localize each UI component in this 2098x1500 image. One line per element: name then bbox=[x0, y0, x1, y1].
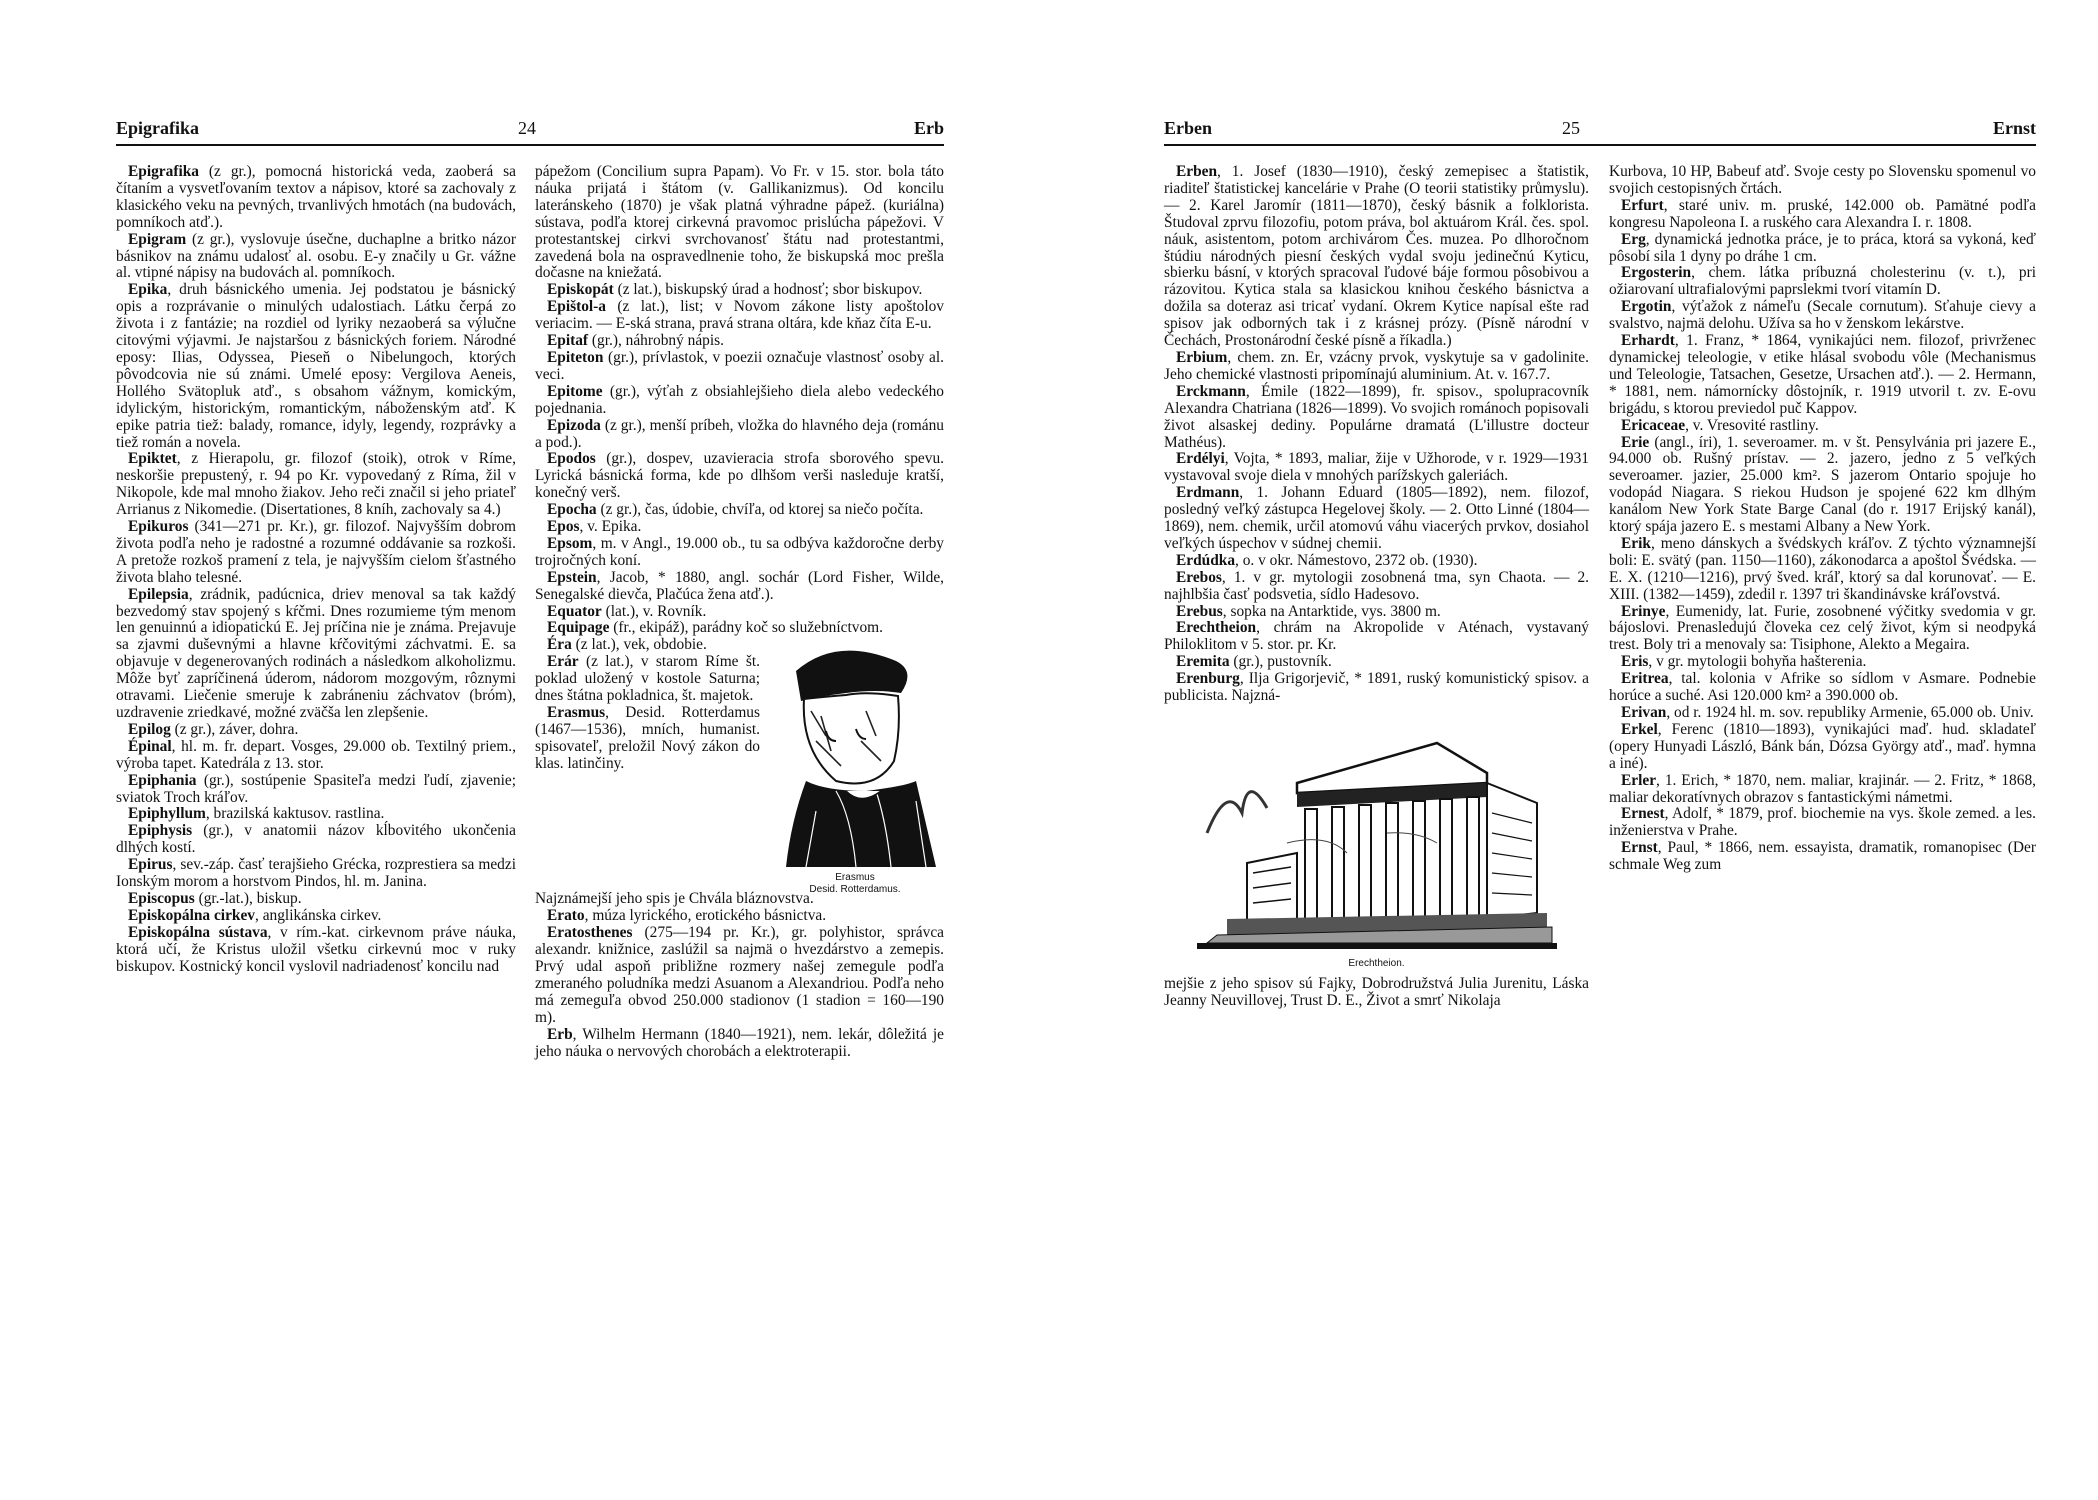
entry-text: , Ilja Grigorjevič, * 1891, ruský komunistický spisov. a publicista. Najzná- bbox=[1164, 670, 1589, 705]
entry-term: Epiktet bbox=[128, 450, 177, 468]
entry-text: , Paul, * 1866, nem. essayista, dramatik, romanopisec (Der schmale Weg zum bbox=[1609, 839, 2036, 874]
entry-text: , chem. látka príbuzná cholesterinu (v. t.), pri ožiarovaní ultrafialovými paprslekmi tvorí vitamín D. bbox=[1609, 264, 2036, 299]
entry-term: Epikuros bbox=[128, 518, 189, 536]
dictionary-entry bbox=[1609, 198, 2036, 232]
dictionary-entry bbox=[116, 773, 516, 807]
entry-text: , z Hierapolu, gr. filozof (stoik), otrok v Ríme, neskoršie prepustený, r. 94 po Kr. vypovedaný z Ríma, žil v Nikopole, kde mal mnoho žiakov. Jeho reči značil si jeho priateľ Arrianus z Nikomedie. (Disertationes, 8 kníh, zachovaly sa 4.) bbox=[116, 450, 516, 519]
entry-text: (gr.), sostúpenie Spasiteľa medzi ľudí, zjavenie; sviatok Troch kráľov. bbox=[116, 771, 516, 806]
entry-text: , chem. zn. Er, vzácny prvok, vyskytuje sa v gadolinite. Jeho chemické vlastnosti pripomínajú aluminium. At. v. 167.7. bbox=[1164, 348, 1589, 383]
entry-text: (z gr.), pomocná historická veda, zaoberá sa čítaním a vysvetľovaním textov a nápisov, ktoré sa zachovaly z klasického veku na pevných, trvanlivých hmotách (na budovách, pomníkoch atď.). bbox=[116, 163, 516, 231]
entry-text: (gr.-lat.), biskup. bbox=[194, 889, 302, 907]
dictionary-entry bbox=[535, 620, 944, 637]
entry-term: Erkel bbox=[1621, 720, 1658, 738]
entry-term: Episkopálna sústava bbox=[128, 923, 268, 941]
entry-text: (z lat.), biskupský úrad a hodnosť; sbor biskupov. bbox=[613, 281, 923, 299]
entry-text: , tal. kolonia v Afrike so sídlom v Asmare. Podnebie horúce a suché. Asi 120.000 km² a 390.000 ob. bbox=[1609, 670, 2036, 705]
entry-term: Ericaceae bbox=[1621, 416, 1686, 434]
entry-term: Epiteton bbox=[547, 348, 604, 366]
entry-text: , Ferenc (1810—1893), vynikajúci maď. hud. skladateľ (opery Hunyadi László, Bánk bán, Dózsa György atď., maď. hymna a iné). bbox=[1609, 720, 2036, 772]
erasmus-caption: Erasmus Desid. Rotterdamus. bbox=[809, 872, 901, 896]
entry-text: , múza lyrického, erotického básnictva. bbox=[584, 907, 827, 925]
dictionary-entry bbox=[116, 519, 516, 587]
dictionary-entry bbox=[1164, 620, 1589, 654]
right-page-column-1 bbox=[1164, 164, 1589, 1010]
dictionary-entry bbox=[116, 857, 516, 891]
entry-term: Epigrafika bbox=[128, 163, 199, 180]
entry-term: Epsom bbox=[547, 534, 593, 552]
entry-term: Erfurt bbox=[1621, 196, 1664, 214]
entry-term: Erler bbox=[1621, 771, 1657, 789]
entry-term: Epizoda bbox=[547, 416, 601, 434]
page-number: 25 bbox=[1562, 118, 1580, 138]
entry-term: Erivan bbox=[1621, 704, 1667, 721]
dictionary-entry bbox=[535, 333, 944, 350]
entry-term: Erinye bbox=[1621, 602, 1666, 620]
entry-term: Episkopát bbox=[547, 281, 614, 299]
dictionary-entry bbox=[116, 722, 516, 739]
header-right-word: Ernst bbox=[1992, 118, 2036, 138]
entry-text: , Eumenidy, lat. Furie, zosobnené výčitky svedomia v gr. bájoslovi. Prenasledujú človeka cez celý život, kým si neodpyká trest. Boly tri a menovaly sa: Tisiphone, Alekto a Megaira. bbox=[1609, 602, 2036, 654]
entry-term: Epitome bbox=[547, 382, 603, 400]
dictionary-entry bbox=[535, 451, 944, 502]
dictionary-entry bbox=[116, 451, 516, 519]
entry-text: , Desid. Rotterdamus (1467—1536), mních, humanist. spisovateľ, preložil Nový zákon do klas. latinčiny. bbox=[535, 704, 760, 772]
erechtheion-figure bbox=[1164, 713, 1589, 970]
entry-term: Erechtheion bbox=[1176, 619, 1257, 637]
entry-text: , v. Vresovité rastliny. bbox=[1685, 416, 1819, 434]
entry-text: , Jacob, * 1880, angl. sochár (Lord Fisher, Wilde, Senegalské dievča, Plačúca žena atď.). bbox=[535, 568, 944, 603]
right-page bbox=[1049, 0, 2098, 1500]
entry-text: , zrádnik, padúcnica, driev menoval sa tak každý bezvedomý stav spojený s kŕčmi. Dnes rozumieme tým menom len genuinnú a idiopatickú E. Jej príčina nie je známa. Prejavuje sa zjavmi duševnými a hlavne kŕčovitými záchvatmi. E. sa objavuje v degenerovaných rodinách a následkom alkoholizmu. Môže byť zapríčinená úderom, nádorom mozgovým, rôznymi otravami. Liečenie smeruje k zabráneniu záchvatov (bróm), uzdravenie zriedkavé, možné zväčša len zlepšenie. bbox=[116, 585, 516, 721]
entry-text: , druh básnického umenia. Jej podstatou je básnický opis a rozprávanie o minulých udalostiach. Látku čerpá zo života i z fantázie; na rozdiel od lyriky nezaoberá sa výlučne citovými výjavmi. Je najstaršou z básnických foriem. Národné eposy: Ilias, Odyssea, Pieseň o Nibelungoch, ktorých pôvodcovia nie sú známi. Umelé eposy: Vergilova Aeneis, Hollého Svätopluk atď., s obsahom vážnym, komickým, idylickým, historickým, romantickým, náboženským atď. K epike patria tiež: balady, romance, idyly, legendy, rozprávky a tiež román a novela. bbox=[116, 281, 516, 451]
dictionary-entry bbox=[1164, 553, 1589, 570]
entry-text: (z lat.), vek, obdobie. bbox=[571, 636, 707, 654]
dictionary-entry bbox=[1609, 299, 2036, 333]
entry-term: Epodos bbox=[547, 450, 596, 468]
entry-text: , výťažok z námeľu (Secale cornutum). Sťahuje cievy a svalstvo, najmä delohu. Užíva sa ho v ženskom lekárstve. bbox=[1609, 298, 2036, 333]
dictionary-entry bbox=[1164, 604, 1589, 621]
dictionary-entry bbox=[1164, 350, 1589, 384]
dictionary-entry bbox=[116, 806, 516, 823]
dictionary-entry bbox=[1609, 265, 2036, 299]
entry-text: Najznámejší jeho spis je Chvála bláznovstva. bbox=[535, 890, 814, 908]
dictionary-entry bbox=[1164, 164, 1589, 350]
entry-term: Erár bbox=[547, 653, 579, 671]
entry-term: Equator bbox=[547, 602, 602, 620]
dictionary-entry bbox=[535, 418, 944, 452]
entry-text: (gr.), náhrobný nápis. bbox=[588, 332, 724, 350]
dictionary-entry bbox=[116, 891, 516, 908]
dictionary-entry bbox=[116, 164, 516, 232]
entry-text: , 1. Johann Eduard (1805—1892), nem. filozof, posledný veľký zástupca Hegelovej školy. — 2. Otto Linné (1804—1869), nem. chemik, určil atomovú váhu viacerých prvkov, dosiahol veľkých úspechov v súdnej chemii. bbox=[1164, 484, 1589, 552]
entry-text: , Adolf, * 1879, prof. biochemie na vys. škole zemed. a les. inženierstva v Prahe. bbox=[1609, 805, 2036, 840]
entry-term: Erebos bbox=[1176, 568, 1222, 586]
entry-text: Kurbova, 10 HP, Babeuf atď. Svoje cesty po Slovensku spomenul vo svojich cestopisných črtách. bbox=[1609, 163, 2036, 197]
entry-term: Eremita bbox=[1176, 653, 1230, 671]
entry-term: Epstein bbox=[547, 568, 597, 586]
entry-text: , 1. Josef (1830—1910), český zemepisec a štatistik, riaditeľ štatistickej kancelárie v Prahe (O teorii statistiky průmyslu). — 2. Karel Jaromír (1811—1870), český básnik a folklorista. Študoval zprvu filozofiu, potom práva, bol aktuárom Král. čes. spol. náuk, asistentom, potom archivárom Čes. muzea. Po dlhoročnom štúdiu národných piesní českých vydal svoju jedinečnú Kyticu, sbierku básní, v ktorých spracoval ľudové báje formou pôsobivou a rázovitou. Kytica stala sa klasickou knihou českého básnictva a dožila sa doteraz asi tricať vydaní. Okrem Kytice napísal ešte rad spisov jak odborných tak i z krásnej prózy. (Písně národní v Čechách, Prostonárodní české písně a říkadla.) bbox=[1164, 163, 1589, 350]
entry-text: (z gr.), vyslovuje úsečne, duchaplne a britko názor básnikov na známu udalosť al. osobu. E-y značily u Gr. vážne al. vtipné nápisy na budovách al. pomníkoch. bbox=[116, 230, 516, 282]
left-page-column-1 bbox=[116, 164, 516, 976]
dictionary-entry bbox=[1609, 164, 2036, 198]
erasmus-portrait-figure bbox=[766, 641, 944, 896]
entry-term: Erbium bbox=[1176, 348, 1228, 366]
entry-term: Episcopus bbox=[128, 889, 195, 907]
dictionary-entry bbox=[1609, 604, 2036, 655]
dictionary-entry bbox=[1609, 705, 2036, 722]
dictionary-entry bbox=[1609, 806, 2036, 840]
entry-text: , od r. 1924 hl. m. sov. republiky Armenie, 65.000 ob. Univ. bbox=[1666, 704, 2034, 721]
entry-text: , 1. Erich, * 1870, nem. maliar, krajinár. — 2. Fritz, * 1868, maliar dekoratívnych obrazov s fantastickými námetmi. bbox=[1609, 771, 2036, 806]
entry-term: Erdélyi bbox=[1176, 450, 1225, 468]
entry-term: Epigram bbox=[128, 230, 187, 248]
entry-text: (275—194 pr. Kr.), gr. polyhistor, správca alexandr. knižnice, zaslúžil sa najmä o hvezdárstvo a zemepis. Prvý udal aspoň približne rozmery našej zemegule podľa zmeraného poludníka medzi Asuanom a Alexandriou. Podľa neho má zemeguľa obvod 250.000 stadionov (1 stadion = 160—190 m). bbox=[535, 924, 944, 1026]
dictionary-entry bbox=[1609, 671, 2036, 705]
entry-text: , 1. Franz, * 1864, vynikajúci nem. filozof, privrženec dynamickej teleologie, v etike hlásal svobodu vôle (Mechanismus und Teleologie, Tatsachen, Gesetze, Ursachen atď.). — 2. Hermann, * 1881, nem. námornícky dôstojník, r. 1919 utvoril t. zv. E-ovu brigádu, s ktorou previedol puč Kappov. bbox=[1609, 332, 2036, 417]
entry-term: Epiphysis bbox=[128, 822, 193, 840]
dictionary-entry bbox=[535, 570, 944, 604]
dictionary-entry bbox=[116, 282, 516, 451]
entry-continuation: mejšie z jeho spisov sú Fajky, Dobrodružstvá Julia Jurenitu, Láska Jeanny Neuvillovej, Trust D. E., Život a smrť Nikolaja bbox=[1164, 974, 1589, 1009]
entry-text: (gr.), pustovník. bbox=[1229, 653, 1332, 671]
entry-term: Erdmann bbox=[1176, 484, 1240, 502]
entry-term: Epiphyllum bbox=[128, 805, 206, 823]
dictionary-entry bbox=[1164, 485, 1589, 553]
entry-term: Epiphania bbox=[128, 771, 197, 789]
dictionary-entry bbox=[1609, 722, 2036, 773]
dictionary-entry bbox=[116, 823, 516, 857]
dictionary-entry bbox=[535, 164, 944, 282]
dictionary-entry bbox=[1164, 654, 1589, 671]
dictionary-entry bbox=[1609, 232, 2036, 266]
dictionary-entry bbox=[535, 384, 944, 418]
header-left-word: Erben bbox=[1164, 118, 1213, 138]
entry-term: Erckmann bbox=[1176, 382, 1246, 400]
entry-text: pápežom (Concilium supra Papam). Vo Fr. v 15. stor. bola táto náuka prijatá i štátom (v. Gallikanizmus). Od koncilu lateránskeho (1870) je však platná výhradne pápež. (kuriálna) sústava, podľa ktorej cirkevná pravomoc prislúcha pápežovi. V protestantskej cirkvi svrchovanosť štátu nad protestantmi, zavedená bola na ospravedlnenie toho, že biskupská moc prešla dočasne na kniežatá. bbox=[535, 163, 944, 282]
entry-text: , brazilská kaktusov. rastlina. bbox=[205, 805, 385, 823]
entry-text: , sopka na Antarktide, vys. 3800 m. bbox=[1222, 602, 1441, 620]
entry-text: , v. Epika. bbox=[579, 518, 642, 536]
dictionary-entry bbox=[535, 925, 944, 1026]
entry-term: Epocha bbox=[547, 501, 597, 519]
entry-term: Episkopálna cirkev bbox=[128, 906, 256, 924]
dictionary-entry bbox=[1609, 418, 2036, 435]
entry-term: Erben bbox=[1176, 163, 1218, 180]
entry-term: Erasmus bbox=[547, 704, 606, 721]
entry-text: (z gr.), menší príbeh, vložka do hlavného deja (románu a pod.). bbox=[535, 416, 944, 451]
right-page-header bbox=[1164, 118, 2036, 146]
dictionary-entry bbox=[535, 536, 944, 570]
entry-text: (z lat.), v starom Ríme št. poklad uložený v kostole Saturna; dnes štátna pokladnica, št. majetok. bbox=[535, 653, 760, 705]
entry-term: Erie bbox=[1621, 433, 1650, 451]
entry-text: (341—271 pr. Kr.), gr. filozof. Najvyšším dobrom života podľa neho je radostné a rozumné oddávanie sa rozkoši. A pretože rozkoš pramení z tela, je najvyšším cielom šťastného života blaho telesné. bbox=[116, 518, 516, 586]
dictionary-entry bbox=[535, 604, 944, 621]
page-number: 24 bbox=[518, 118, 536, 138]
entry-term: Erebus bbox=[1176, 602, 1223, 620]
entry-text: , sev.-záp. časť terajšieho Grécka, rozprestiera sa medzi Ionským morom a horstvom Pindos, hl. m. Janina. bbox=[116, 856, 516, 891]
entry-term: Ergotin bbox=[1621, 298, 1672, 316]
entry-text: (z gr.), záver, dohra. bbox=[170, 720, 299, 738]
dictionary-entry bbox=[535, 502, 944, 519]
header-left-word: Epigrafika bbox=[116, 118, 200, 138]
entry-term: Erhardt bbox=[1621, 332, 1675, 350]
entry-term: Eris bbox=[1621, 653, 1649, 671]
erasmus-portrait-icon bbox=[766, 641, 944, 867]
dictionary-entry bbox=[1609, 333, 2036, 418]
dictionary-entry bbox=[1164, 570, 1589, 604]
entry-text: (lat.), v. Rovník. bbox=[601, 602, 707, 620]
entry-term: Epika bbox=[128, 281, 168, 299]
entry-term: Epilepsia bbox=[128, 585, 189, 603]
dictionary-entry bbox=[535, 350, 944, 384]
entry-text: , 1. v gr. mytologii zosobnená tma, syn Chaota. — 2. najhlbšia časť podsvetia, sídlo Hadesovo. bbox=[1164, 568, 1589, 603]
dictionary-entry bbox=[1164, 384, 1589, 452]
entry-text: , Wilhelm Hermann (1840—1921), nem. lekár, dôležitá je jeho náuka o nervových chorobách a elektroterapii. bbox=[535, 1025, 944, 1060]
left-page-column-2 bbox=[535, 164, 944, 1060]
entry-term: Ernst bbox=[1621, 839, 1658, 857]
entry-term: Erdúdka bbox=[1176, 551, 1236, 569]
dictionary-entry bbox=[1164, 671, 1589, 705]
dictionary-entry bbox=[1609, 435, 2036, 536]
entry-text: (gr.), v anatomii názov kĺbovitého ukončenia dlhých kostí. bbox=[116, 822, 516, 857]
erechtheion-temple-icon bbox=[1187, 713, 1567, 953]
entry-term: Erik bbox=[1621, 534, 1651, 552]
dictionary-entry bbox=[535, 299, 944, 333]
entry-text: , v rím.-kat. cirkevnom práve náuka, ktorá učí, že Kristus uložil všetku cirkevnú moc v ruky biskupov. Kostnický koncil vyslovil nadriadenosť koncilu nad bbox=[116, 923, 516, 975]
dictionary-entry bbox=[535, 519, 944, 536]
entry-term: Épinal bbox=[128, 737, 172, 755]
entry-text: , dynamická jednotka práce, je to práca, ktorá sa vykoná, keď pôsobí sila 1 dyny po dráhe 1 cm. bbox=[1609, 230, 2036, 265]
dictionary-entry bbox=[1609, 773, 2036, 807]
entry-text: , meno dánskych a švédskych kráľov. Z týchto významnejší boli: E. svätý (pan. 1150—1160), zákonodarca a apoštol Švédska. — E. X. (1210—1216), prvý šved. kráľ, ktorý sa dal korunovať. — E. XIII. (1382—1459), zdedil r. 1397 tri škandinávske kráľovstvá. bbox=[1609, 534, 2036, 603]
entry-term: Ergosterin bbox=[1621, 264, 1692, 282]
dictionary-entry bbox=[1609, 654, 2036, 671]
entry-term: Eratosthenes bbox=[547, 924, 633, 942]
entry-text: (gr.), dospev, uzavieracia strofa sborového spevu. Lyrická básnická forma, kde po dlhšom verši nasleduje kratší, konečný verš. bbox=[535, 450, 944, 502]
entry-term: Ernest bbox=[1621, 805, 1665, 823]
entry-text: (angl., íri), 1. severoamer. m. v št. Pensylvánia pri jazere E., 94.000 ob. Rušný prístav. — 2. jazero, jedno z 5 veľkých severoamer. jazier, 25.000 km². S jazerom Ontario spojuje ho vodopád Niagara. S riekou Hudson je spojené 622 km dlhým kanálom New York State Barge Canal (do r. 1917 Erijský kanál), ktorý spája jazero E. s mestami Albany a New York. bbox=[1609, 433, 2036, 536]
entry-text: , v gr. mytologii bohyňa hašterenia. bbox=[1648, 653, 1867, 671]
entry-text: , o. v okr. Námestovo, 2372 ob. (1930). bbox=[1235, 551, 1478, 569]
dictionary-entry bbox=[116, 925, 516, 976]
entry-text: , chrám na Akropolide v Aténach, vystavaný Philoklitom v 5. stor. pr. Kr. bbox=[1164, 619, 1589, 654]
entry-text: , Émile (1822—1899), fr. spisov., spolupracovník Alexandra Chatriana (1826—1899). Vo svojich románoch popisovali život alsaskej dediny. Populárne dramatá (L'illustre docteur Mathéus). bbox=[1164, 382, 1589, 451]
entry-term: Erato bbox=[547, 907, 585, 925]
dictionary-entry bbox=[1164, 451, 1589, 485]
dictionary-entry bbox=[116, 232, 516, 283]
entry-text: (z gr.), čas, údobie, chvíľa, od ktorej sa niečo počíta. bbox=[596, 501, 924, 519]
dictionary-entry bbox=[116, 908, 516, 925]
entry-term: Epitaf bbox=[547, 332, 589, 350]
dictionary-entry bbox=[535, 282, 944, 299]
entry-text: (gr.), výťah z obsiahlejšieho diela alebo vedeckého pojednania. bbox=[535, 382, 944, 417]
entry-text: , anglikánska cirkev. bbox=[255, 906, 382, 924]
entry-term: Erg bbox=[1621, 230, 1646, 248]
entry-term: Epištol-a bbox=[547, 298, 607, 316]
entry-term: Equipage bbox=[547, 619, 610, 637]
entry-term: Epilog bbox=[128, 720, 171, 738]
left-page-header bbox=[116, 118, 944, 146]
entry-term: Epos bbox=[547, 518, 580, 536]
right-page-column-2 bbox=[1609, 164, 2036, 874]
dictionary-entry bbox=[116, 739, 516, 773]
entry-term: Erb bbox=[547, 1025, 573, 1043]
header-right-word: Erb bbox=[913, 118, 944, 138]
entry-text: , m. v Angl., 19.000 ob., tu sa odbýva každoročne derby trojročných koní. bbox=[535, 534, 944, 569]
entry-text: (z lat.), list; v Novom zákone listy apoštolov veriacim. — E-ská strana, pravá strana oltára, kde kňaz číta E-u. bbox=[535, 298, 944, 333]
entry-text: (gr.), prívlastok, v poezii označuje vlastnosť osoby al. veci. bbox=[535, 348, 944, 383]
erechtheion-caption: Erechtheion. bbox=[1348, 957, 1405, 969]
entry-term: Eritrea bbox=[1621, 670, 1669, 688]
entry-text: , hl. m. fr. depart. Vosges, 29.000 ob. Textilný priem., výroba tapet. Katedrála z 13. stor. bbox=[116, 737, 516, 772]
dictionary-entry bbox=[1609, 536, 2036, 604]
entry-term: Erenburg bbox=[1176, 670, 1240, 688]
entry-term: Epirus bbox=[128, 856, 173, 874]
entry-text: (fr., ekipáž), parádny koč so služebníctvom. bbox=[609, 619, 883, 637]
dictionary-entry bbox=[535, 908, 944, 925]
dictionary-entry bbox=[116, 587, 516, 722]
entry-text: , staré univ. m. pruské, 142.000 ob. Pamätné podľa kongresu Napoleona I. a ruského cara Alexandra I. r. 1808. bbox=[1609, 196, 2036, 231]
entry-term: Éra bbox=[547, 636, 572, 654]
entry-text: , Vojta, * 1893, maliar, žije v Užhorode, v r. 1929—1931 vystavoval svoje diela v mnohých parížskych galeriách. bbox=[1164, 450, 1589, 485]
dictionary-entry bbox=[535, 1027, 944, 1061]
dictionary-entry bbox=[1609, 840, 2036, 874]
